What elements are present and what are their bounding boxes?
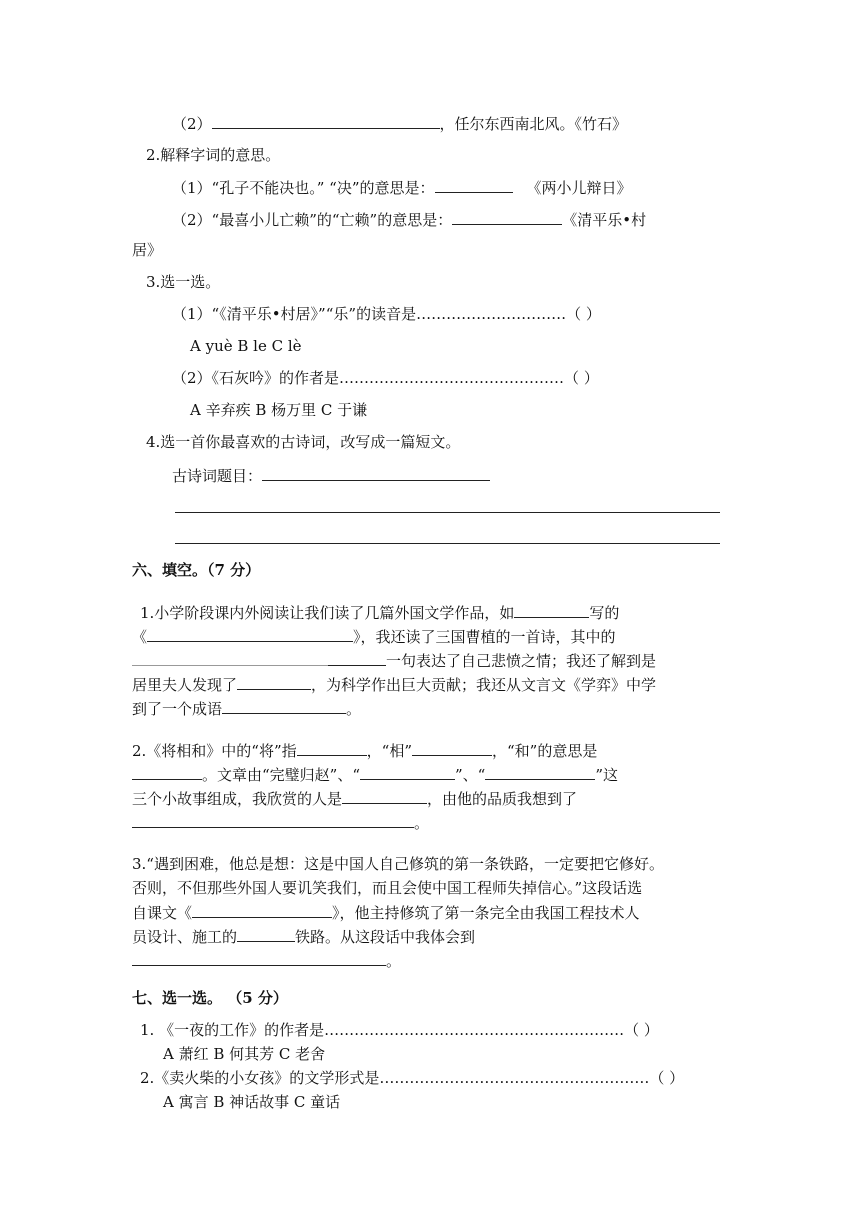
field-label: 古诗词题目：: [172, 467, 263, 485]
answer-blank[interactable]: [132, 812, 414, 828]
fill-line: 2.《将相和》中的“将”指 ，“相” ，“和”的意思是: [132, 742, 598, 760]
answer-blank[interactable]: [435, 177, 513, 193]
choice-question: 2.《卖火柴的小女孩》的文学形式是………………………………………………（ ）: [140, 1069, 685, 1087]
word-meaning-line: [172, 209, 646, 230]
fill-line: 。文章由“完璧归赵”、“ ”、“ ”这: [132, 764, 618, 785]
fill-line: 三个小故事组成，我欣赏的人是 ，由他的品质我想到了: [132, 790, 578, 808]
fill-line: 《 》，我还读了三国曹植的一首诗，其中的: [132, 628, 616, 646]
poem-title-blank[interactable]: [262, 465, 490, 481]
question-text: （1）“孔子不能决也。” “决”的意思是：: [172, 179, 435, 197]
poem-title-line: [172, 465, 490, 486]
answer-blank[interactable]: [147, 626, 353, 642]
item-number: （2）: [172, 115, 212, 133]
answer-blank[interactable]: [132, 764, 202, 780]
fill-line: 1.小学阶段课内外阅读让我们读了几篇外国文学作品，如 写的: [140, 604, 620, 622]
choice-question: （1）“《清平乐•村居》”“乐”的读音是…………………………（ ）: [172, 305, 601, 323]
fill-line: 到了一个成语 。: [132, 700, 362, 718]
choice-question: 1. 《一夜的工作》的作者是……………………………………………………（ ）: [140, 1021, 659, 1039]
answer-blank[interactable]: [360, 764, 455, 780]
writing-line[interactable]: [175, 543, 720, 544]
choice-options[interactable]: A yuè B le C lè: [190, 337, 302, 355]
choice-options[interactable]: A 萧红 B 何其芳 C 老舍: [163, 1045, 326, 1063]
poem-tail: ，任尔东西南北风。《竹石》: [439, 115, 628, 133]
question-title: 2.解释字词的意思。: [146, 146, 281, 164]
source-title: 《清平乐•村: [562, 211, 647, 229]
fill-line: 居里夫人发现了 ，为科学作出巨大贡献；我还从文言文《学弈》中学: [132, 676, 657, 694]
answer-blank[interactable]: [485, 764, 595, 780]
answer-blank[interactable]: [452, 209, 562, 225]
fill-line: 自课文《 》，他主持修筑了第一条完全由我国工程技术人: [132, 904, 640, 922]
fill-line: 员设计、施工的 铁路。从这段话中我体会到: [132, 928, 476, 946]
question-title: 4.选一首你最喜欢的古诗词，改写成一篇短文。: [146, 433, 461, 451]
fill-line: 一句表达了自己悲愤之情；我还了解到是: [132, 650, 656, 671]
answer-blank[interactable]: [237, 926, 295, 942]
answer-blank[interactable]: [192, 902, 332, 918]
answer-blank[interactable]: [132, 650, 328, 666]
answer-blank[interactable]: [222, 698, 346, 714]
answer-blank[interactable]: [132, 950, 386, 966]
question-text: （2）“最喜小儿亡赖”的“亡赖”的意思是：: [172, 211, 453, 229]
paragraph-line: 3.“遇到困难，他总是想：这是中国人自己修筑的第一条铁路，一定要把它修好。: [132, 855, 664, 873]
answer-blank[interactable]: [297, 740, 367, 756]
answer-blank[interactable]: [237, 674, 311, 690]
paragraph-line: 否则，不但那些外国人要讥笑我们，而且会使中国工程师失掉信心。”这段话选: [132, 879, 643, 897]
word-meaning-line: [172, 177, 632, 198]
poem-fill-line: [172, 113, 627, 134]
answer-blank[interactable]: [212, 113, 440, 129]
fill-line: 。: [132, 950, 401, 971]
answer-blank[interactable]: [412, 740, 492, 756]
section-heading: 六、填空。（7 分）: [132, 561, 261, 579]
question-title: 3.选一选。: [146, 273, 221, 291]
choice-options[interactable]: A 辛弃疾 B 杨万里 C 于谦: [190, 401, 368, 419]
choice-question: （2）《石灰吟》的作者是………………………………………（ ）: [172, 369, 599, 387]
writing-line[interactable]: [175, 512, 720, 513]
answer-blank[interactable]: [514, 602, 589, 618]
choice-options[interactable]: A 寓言 B 神话故事 C 童话: [163, 1093, 341, 1111]
fill-line: 。: [132, 812, 429, 833]
section-heading: 七、选一选。 （5 分）: [132, 989, 288, 1007]
source-title-wrap: 居》: [132, 241, 163, 259]
answer-blank[interactable]: [342, 788, 427, 804]
answer-blank[interactable]: [328, 650, 386, 666]
source-title: 《两小儿辩日》: [526, 179, 632, 197]
